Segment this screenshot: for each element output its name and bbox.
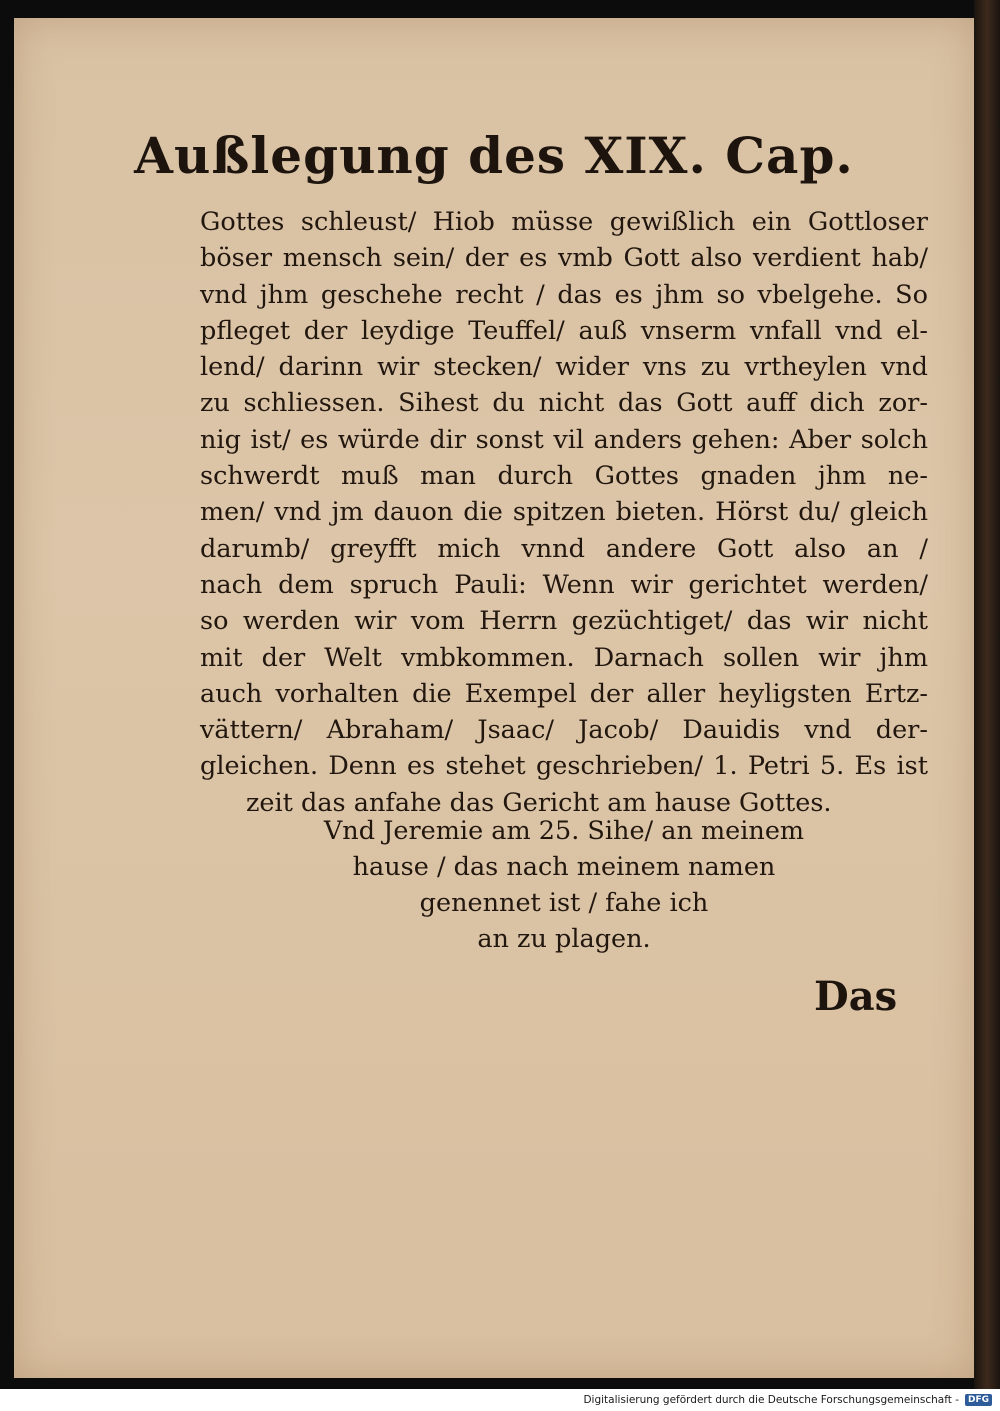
catchword: Das bbox=[814, 973, 898, 1020]
body-paragraph bbox=[200, 204, 928, 821]
text-line-16: gleichen. Denn es stehet geschrieben/ 1. Petri 5. Es ist bbox=[200, 751, 928, 782]
text-line-17: zeit das anfahe das Gericht am hause Gottes. bbox=[246, 787, 832, 818]
text-line-9: men/ vnd jm dauon die spitzen bieten. Hörst du/ gleich bbox=[200, 497, 928, 528]
footer-credit: Digitalisierung gefördert durch die Deutsche Forschungsgemeinschaft - bbox=[583, 1394, 959, 1406]
book-page bbox=[14, 18, 974, 1378]
text-line-7: nig ist/ es würde dir sonst vil anders gehen: Aber solch bbox=[200, 424, 928, 455]
text-line-10: darumb/ greyfft mich vnnd andere Gott also an / bbox=[200, 533, 928, 564]
text-line-8: schwerdt muß man durch Gottes gnaden jhm ne- bbox=[200, 461, 928, 492]
text-line-12: so werden wir vom Herrn gezüchtiget/ das wir nicht bbox=[200, 606, 928, 637]
taper-line-1: Vnd Jeremie am 25. Sihe/ an meinem bbox=[323, 816, 805, 846]
text-line-15: vättern/ Abraham/ Jsaac/ Jacob/ Dauidis vnd der- bbox=[200, 715, 928, 746]
text-line-5: lend/ darinn wir stecken/ wider vns zu vrtheylen vnd bbox=[200, 352, 928, 383]
text-line-3: vnd jhm geschehe recht / das es jhm so vbelgehe. So bbox=[200, 279, 928, 310]
text-line-6: zu schliessen. Sihest du nicht das Gott auff dich zor- bbox=[200, 388, 928, 419]
text-line-13: mit der Welt vmbkommen. Darnach sollen wir jhm bbox=[200, 642, 928, 673]
taper-line-3: genennet ist / fahe ich bbox=[419, 888, 709, 918]
taper-line-2: hause / das nach meinem namen bbox=[352, 852, 776, 882]
dfg-logo-icon: DFG bbox=[965, 1394, 992, 1406]
taper-line-4: an zu plagen. bbox=[477, 924, 651, 954]
text-line-4: pfleget der leydige Teuffel/ auß vnserm vnfall vnd el- bbox=[200, 315, 928, 346]
page-edge bbox=[974, 0, 1000, 1389]
text-line-11: nach dem spruch Pauli: Wenn wir gerichtet werden/ bbox=[200, 569, 928, 600]
text-line-1: Gottes schleust/ Hiob müsse gewißlich ein Gottloser bbox=[200, 207, 928, 237]
page-heading: Außlegung des XIX. Cap. bbox=[134, 126, 854, 185]
text-line-2: böser mensch sein/ der es vmb Gott also verdient hab/ bbox=[200, 243, 928, 274]
footer-bar bbox=[0, 1389, 1000, 1411]
text-line-14: auch vorhalten die Exempel der aller heyligsten Ertz- bbox=[200, 678, 928, 709]
